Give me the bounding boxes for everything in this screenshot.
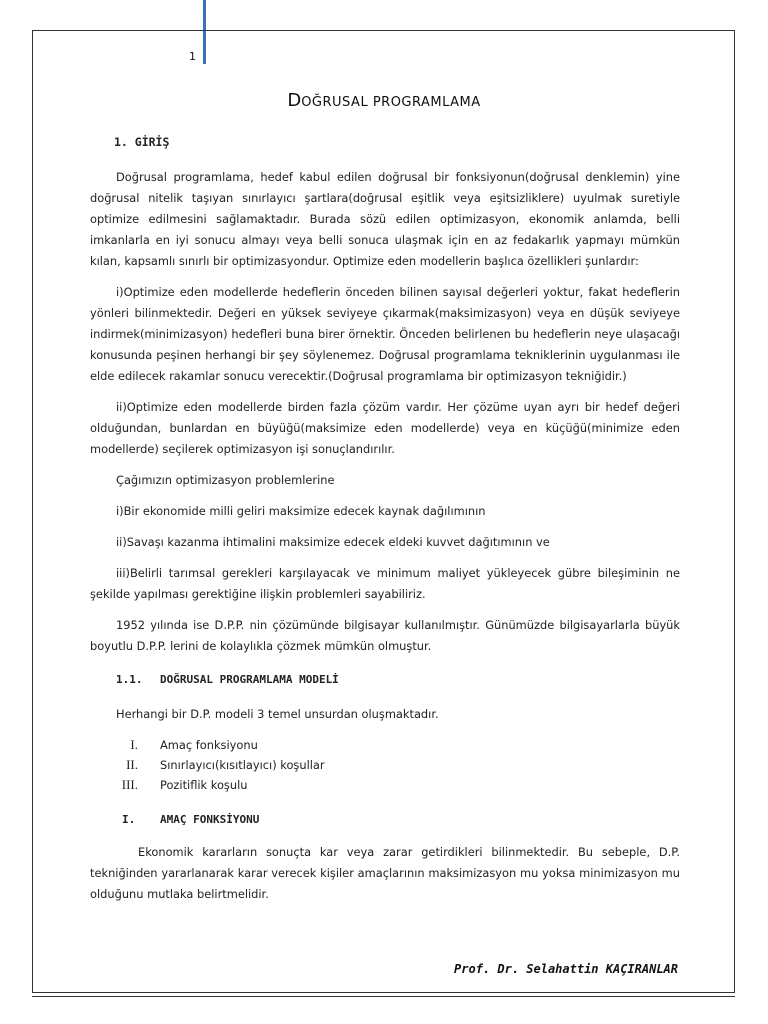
list-item-text: Pozitiflik koşulu [160, 778, 248, 792]
paragraph-feature-i: i)Optimize eden modellerde hedeflerin önceden bilinen sayısal değerleri yoktur, fakat hedeflerin yönleri bilinmektedir. Değeri en yüksek seviyeye çıkarmak(maksimizasyon) veya en düşük seviyeye indirmek(minimizasyon) hedefleri buna birer örnektir. Önceden belirlenen bu hedeflerin neye ulaşacağı konusunda peşinen herhangi bir şey söylenemez. Doğrusal programlama tekniklerinin uygulanması ile elde edilecek rakamlar sonucu verecektir.(Doğrusal programlama bir optimizasyon tekniğidir.) [90, 285, 680, 383]
author-footer: Prof. Dr. Selahattin KAÇIRANLAR [454, 962, 678, 976]
list-item [90, 775, 680, 795]
paragraph-model-intro: Herhangi bir D.P. modeli 3 temel unsurdan oluşmaktadır. [116, 707, 439, 721]
paragraph-1952: 1952 yılında ise D.P.P. nin çözümünde bilgisayar kullanılmıştır. Günümüzde bilgisayarlarla büyük boyutlu D.P.P. lerini de kolaylıkla çözmek mümkün olmuştur. [90, 618, 680, 653]
section-heading-model [116, 669, 680, 690]
paragraph-problem-iii: iii)Belirli tarımsal gerekleri karşılayacak ve minimum maliyet yükleyecek gübre bileşiminin ne şekilde yapılması gerektiğine ilişkin problemleri sayabiliriz. [90, 566, 680, 601]
list-item-number: I. [130, 737, 138, 752]
section-title: DOĞRUSAL PROGRAMLAMA MODELİ [160, 673, 339, 686]
list-item-text: Sınırlayıcı(kısıtlayıcı) koşullar [160, 758, 325, 772]
section-number: 1.1. [116, 673, 143, 686]
title-rest: OĞRUSAL PROGRAMLAMA [301, 95, 481, 110]
paragraph-problem-ii: ii)Savaşı kazanma ihtimalini maksimize edecek eldeki kuvvet dağıtımının ve [116, 535, 550, 549]
document-body [90, 132, 680, 905]
list-item [90, 735, 680, 755]
section-title: AMAÇ FONKSİYONU [160, 813, 260, 826]
list-item [90, 755, 680, 775]
document-title [0, 90, 768, 111]
title-first-letter: D [287, 90, 302, 111]
section-heading-amac [122, 809, 680, 830]
paragraph-amac: Ekonomik kararların sonuçta kar veya zarar getirdikleri bilinmektedir. Bu sebeple, D.P. tekniğinden yararlanarak karar verecek kişiler amaçlarının maksimizasyon mu yoksa minimizasyon mu olduğunu mutlaka belirtmelidir. [90, 845, 680, 901]
list-item-number: II. [126, 757, 138, 772]
paragraph-problems-intro: Çağımızın optimizasyon problemlerine [116, 473, 335, 487]
list-item-number: III. [121, 777, 138, 792]
section-number: I. [122, 813, 136, 826]
paragraph-feature-ii: ii)Optimize eden modellerde birden fazla çözüm vardır. Her çözüme uyan ayrı bir hedef değeri olduğundan, bunlardan en büyüğü(maksimize eden modellerde) veya en küçüğü(minimize eden modellerde) seçilerek optimizasyon işi sonuçlandırılır. [90, 400, 680, 456]
paragraph-intro: Doğrusal programlama, hedef kabul edilen doğrusal bir fonksiyonun(doğrusal denklemin) yine doğrusal nitelik taşıyan sınırlayıcı şartlara(doğrusal eşitlik veya eşitsizliklere) uyulmak suretiyle optimize edilmesini sağlamaktadır. Burada sözü edilen optimizasyon, ekonomik anlamda, belli imkanlarla en iyi sonucu almayı veya belli sonuca ulaşmak için en az fedakarlık yapmayı mümkün kılan, kapsamlı sınırlı bir optimizasyondur. Optimize eden modellerin başlıca özellikleri şunlardır: [90, 170, 680, 268]
page-number: 1 [189, 50, 196, 63]
model-elements-list [90, 735, 680, 795]
list-item-text: Amaç fonksiyonu [160, 738, 258, 752]
section-heading-giris: 1. GİRİŞ [114, 135, 170, 149]
page-border-double-line [32, 996, 735, 997]
paragraph-problem-i: i)Bir ekonomide milli geliri maksimize edecek kaynak dağılımının [116, 504, 486, 518]
